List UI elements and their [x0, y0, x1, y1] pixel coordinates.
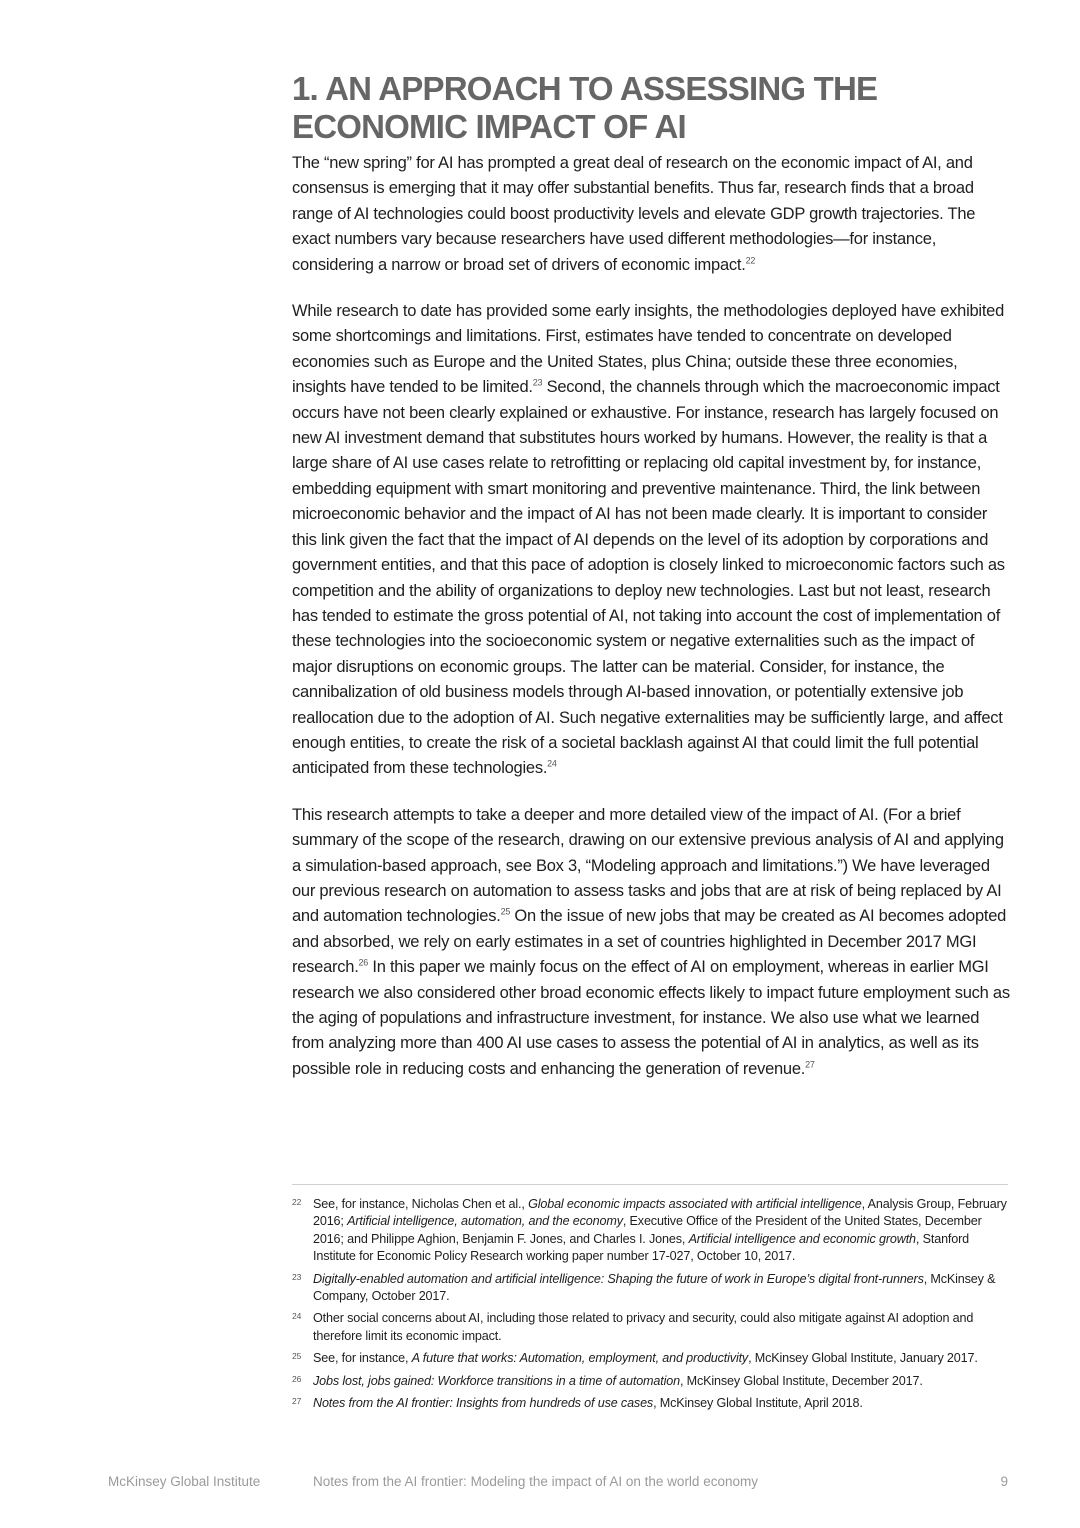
footnote-ref-24[interactable]: 24 [547, 758, 557, 769]
footnote-26: 26 Jobs lost, jobs gained: Workforce transitions in a time of automation, McKinsey Global Institute, December 2017. [292, 1373, 1008, 1390]
footnote-number: 22 [292, 1197, 302, 1207]
footnote-ref-22[interactable]: 22 [745, 255, 756, 266]
footnote-23: 23 Digitally-enabled automation and artificial intelligence: Shaping the future of work in Europe’s digital front-runners, McKinsey & Company, October 2017. [292, 1271, 1008, 1306]
page-title-line-2: ECONOMIC IMPACT OF AI [292, 108, 686, 145]
footnote-number: 25 [292, 1351, 302, 1362]
footnote-ref-26[interactable]: 26 [358, 957, 369, 968]
footnote-ref-25[interactable]: 25 [500, 906, 511, 917]
footer-report-title: Notes from the AI frontier: Modeling the impact of AI on the world economy [313, 1474, 758, 1489]
footnote-27: 27 Notes from the AI frontier: Insights from hundreds of use cases, McKinsey Global Institute, April 2018. [292, 1395, 1008, 1412]
body-text [292, 151, 1012, 1103]
footnote-number: 27 [292, 1396, 302, 1407]
footnote-divider [292, 1184, 1008, 1185]
footnote-ref-23[interactable]: 23 [532, 377, 543, 388]
paragraph-2: While research to date has provided some early insights, the methodologies deployed have exhibited some shortcomings and limitations. First, estimates have tended to concentrate on developed economies such as Europe and the United States, plus China; outside these three economies, insights have tended to be limited.$^{23}$ Second, the channels through which the macroeconomic impact occurs have not been clearly explained or exhaustive. For instance, research has largely focused on new AI investment demand that substitutes hours worked by humans. However, the reality is that a large share of AI use cases relate to retrofitting or replacing old capital investment by, for instance, embedding equipment with smart monitoring and preventive maintenance. Third, the link between microeconomic behavior and the impact of AI has not been made clearly. It is important to consider this link given the fact that the impact of AI depends on the level of its adoption by corporations and government entities, and that this pace of adoption is closely linked to microeconomic factors such as competition and the ability of organizations to deploy new technologies. Last but not least, research has tended to estimate the gross potential of AI, not taking into account the cost of implementation of these technologies into the socioeconomic system or negative externalities such as the impact of major disruptions on economic groups. The latter can be material. Consider, for instance, the cannibalization of old business models through AI-based innovation, or potentially extensive job reallocation due to the adoption of AI. Such negative externalities may be sufficiently large, and affect enough entities, to create the risk of a societal backlash against AI that could limit the full potential anticipated from these technologies.$^{24}$ [292, 302, 1005, 778]
footnote-24: 24 Other social concerns about AI, including those related to privacy and security, could also mitigate against AI adoption and therefore limit its economic impact. [292, 1310, 1008, 1345]
footnote-ref-27[interactable]: 27 [805, 1059, 815, 1070]
footnote-number: 26 [292, 1373, 302, 1384]
footnote-number: 23 [292, 1271, 302, 1282]
footnotes [292, 1196, 1008, 1417]
footer-publisher: McKinsey Global Institute [108, 1474, 261, 1489]
page-title-line-1: 1. AN APPROACH TO ASSESSING THE [292, 70, 878, 107]
page-title [292, 70, 1012, 146]
footnote-number: 24 [292, 1311, 302, 1322]
footnote-25: 25 See, for instance, A future that works: Automation, employment, and productivity, McKinsey Global Institute, January 2017. [292, 1350, 1008, 1367]
paragraph-3: This research attempts to take a deeper and more detailed view of the impact of AI. (For a brief summary of the scope of the research, drawing on our extensive previous analysis of AI and applying a simulation-based approach, see Box 3, “Modeling approach and limitations.”) We have leveraged our previous research on automation to assess tasks and jobs that are at risk of being replaced by AI and automation technologies.$^{25}$ On the issue of new jobs that may be created as AI becomes adopted and absorbed, we rely on early estimates in a set of countries highlighted in December 2017 MGI research.$^{26}$ In this paper we mainly focus on the effect of AI on employment, whereas in earlier MGI research we also considered other broad economic effects likely to impact future employment such as the aging of populations and infrastructure investment, for instance. We also use what we learned from analyzing more than 400 AI use cases to assess the potential of AI in analytics, as well as its possible role in reducing costs and enhancing the generation of revenue.$^{27}$ [292, 805, 1010, 1078]
paragraph-1: The “new spring” for AI has prompted a great deal of research on the economic impact of AI, and consensus is emerging that it may offer substantial benefits. Thus far, research finds that a broad range of AI technologies could boost productivity levels and elevate GDP growth trajectories. The exact numbers vary because researchers have used different methodologies—for instance, considering a narrow or broad set of drivers of economic impact.$^{22}$ [292, 154, 976, 274]
footer-page-number: 9 [1000, 1474, 1008, 1489]
footnote-22: 22 See, for instance, Nicholas Chen et al., Global economic impacts associated with artificial intelligence, Analysis Group, February 2016; Artificial intelligence, automation, and the economy, Executive Office of the President of the United States, December 2016; and Philippe Aghion, Benjamin F. Jones, and Charles I. Jones, Artificial intelligence and economic growth, Stanford Institute for Economic Policy Research working paper number 17-027, October 10, 2017. [292, 1196, 1008, 1266]
